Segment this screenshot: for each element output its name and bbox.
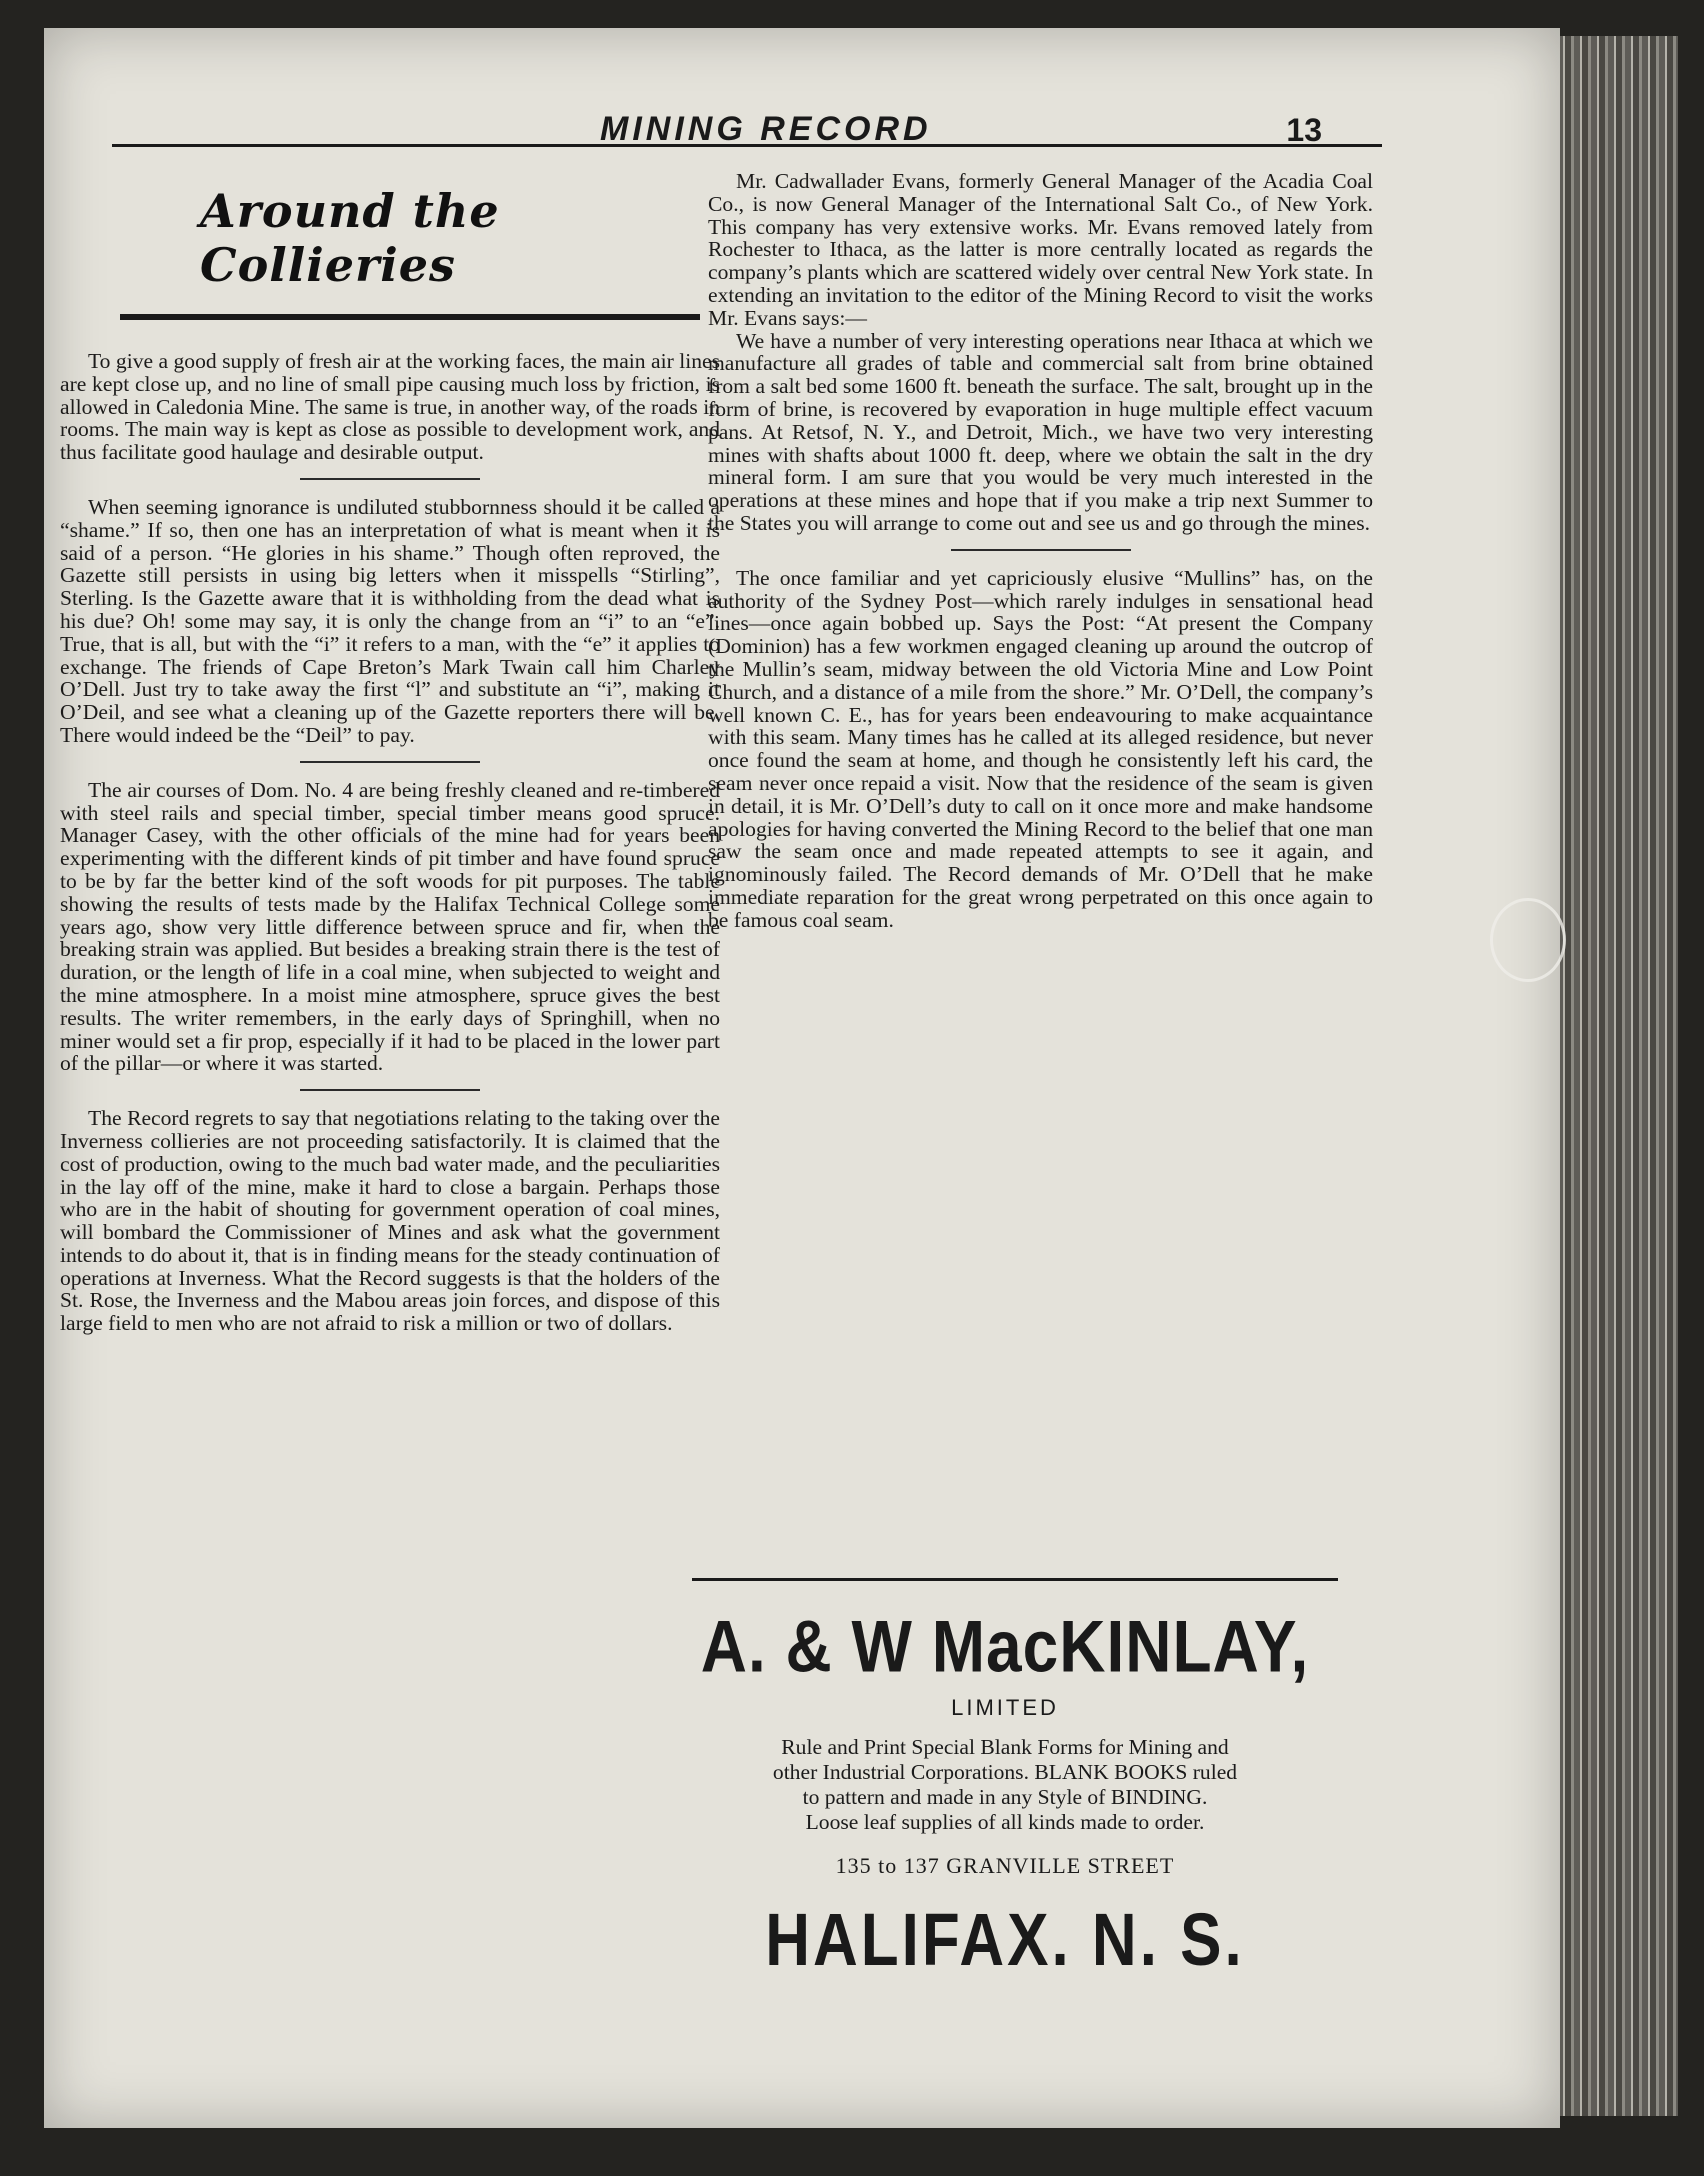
separator-rule xyxy=(300,478,480,480)
ad-line: to pattern and made in any Style of BINDING. xyxy=(802,1785,1208,1809)
paragraph-salt-letter: We have a number of very interesting operations near Ithaca at which we manufacture all grades of table and commercial salt from brine obtained from a salt bed some 1600 ft. beneath the surface. The salt, brought up in the form of brine, is recovered by evaporation in huge multiple effect vacuum pans. At Retsof, N. Y., and Detroit, Mich., we have two very interesting mines with shafts about 1000 ft. deep, where we obtain the salt in the dry mineral form. I am sure that you would be very much interested in the operations at these mines and hope that if you make a trip next Summer to the States you will arrange to come out and see us and go through the mines. xyxy=(708,328,1373,535)
ad-street: 135 to 137 GRANVILLE STREET xyxy=(835,1853,1175,1878)
header-rule xyxy=(112,144,1382,147)
paragraph-air-lines: To give a good supply of fresh air at the working faces, the main air lines are kept close up, and no line of small pipe causing much loss by friction, is allowed in Caledonia Mine. The same is true, in another way, of the roads in rooms. The main way is kept as close as possible to development work, and thus facilitate good haulage and desirable output. xyxy=(60,349,720,465)
ad-city: HALIFAX. N. S. xyxy=(765,1899,1245,1982)
ad-rule xyxy=(692,1578,1338,1581)
separator-rule xyxy=(951,549,1131,551)
book-page-edges xyxy=(1548,36,1678,2116)
paragraph-gazette: When seeming ignorance is undiluted stubbornness should it be called a “shame.” If so, then one has an interpretation of what is meant when it is said of a person. “He glories in his shame.” Though often reproved, the Gazette still persists in using big letters when it misspells “Stirling”, Sterling. Is the Gazette aware that it is withholding from the dead what is his due? Oh! some may say, it is only the change from an “i” to an “e”. True, that is all, but with the “i” it refers to a man, with the “e” it applies to exchange. The friends of Cape Breton’s Mark Twain call him Charley O’Dell. Just try to take away the first “l” and substitute an “i”, making it O’Deil, and see what a cleaning up of the Gazette reporters there will be. There would indeed be the “Deil” to pay. xyxy=(60,494,720,747)
ad-firm-name: A. & W MacKINLAY, xyxy=(700,1604,1310,1688)
paragraph-spruce: The air courses of Dom. No. 4 are being freshly cleaned and re-timbered with steel rails and special timber, special timber means good spruce. Manager Casey, with the other officials of the mine had for years been experimenting with the different kinds of pit timber and have found spruce to be by far the better kind of the soft woods for pit purposes. The table showing the results of tests made by the Halifax Technical College some years ago, show very little difference between spruce and fir, when the breaking strain was applied. But besides a breaking strain there is the test of duration, or the length of life in a coal mine, when subjected to weight and the mine atmosphere. In a moist mine atmosphere, spruce gives the best results. The writer remembers, in the early days of Springhill, when no miner would set a fir prop, especially if it had to be placed in the lower part of the pillar—or where it was started. xyxy=(60,777,720,1076)
paragraph-inverness: The Record regrets to say that negotiations relating to the taking over the Inverness collieries are not proceeding satisfactorily. It is claimed that the cost of production, owing to the much bad water made, and the peculiarities in the lay off of the mine, make it hard to close a bargain. Perhaps those who are in the habit of shouting for government operation of coal mines, will bombard the Commissioner of Mines and ask what the government intends to do about it, that is in finding means for the steady continuation of operations at Inverness. What the Record suggests is that the holders of the St. Rose, the Inverness and the Mabou areas join forces, and dispose of this large field to men who are not afraid to risk a million or two of dollars. xyxy=(60,1106,720,1336)
ad-description xyxy=(672,1735,1338,1835)
ad-line: Loose leaf supplies of all kinds made to order. xyxy=(805,1810,1205,1834)
section-title: Around the Collieries xyxy=(200,184,500,292)
ad-line: other Industrial Corporations. BLANK BOOKS ruled xyxy=(772,1760,1238,1784)
title-rule xyxy=(120,314,700,320)
running-title: MINING RECORD xyxy=(600,110,932,148)
separator-rule xyxy=(300,1089,480,1091)
page-number: 13 xyxy=(1286,112,1322,148)
left-column xyxy=(60,178,720,1335)
right-column xyxy=(708,170,1373,932)
separator-rule xyxy=(300,761,480,763)
advertisement xyxy=(672,1578,1338,1982)
running-header xyxy=(112,110,1382,150)
pencil-circle-mark xyxy=(1490,898,1566,982)
ad-line: Rule and Print Special Blank Forms for Mining and xyxy=(781,1735,1229,1759)
paragraph-evans: Mr. Cadwallader Evans, formerly General Manager of the Acadia Coal Co., is now General Manager of the International Salt Co., of New York. This company has very extensive works. Mr. Evans removed lately from Rochester to Ithaca, as the latter is more centrally located as regards the company’s plants which are scattered widely over central New York state. In extending an invitation to the editor of the Mining Record to visit the works Mr. Evans says:— xyxy=(708,169,1373,330)
ad-limited: LIMITED xyxy=(951,1695,1059,1720)
paragraph-mullins: The once familiar and yet capriciously elusive “Mullins” has, on the authority of the Sydney Post—which rarely indulges in sensational head lines—once again bobbed up. Says the Post: “At present the Company (Dominion) has a few workmen engaged cleaning up around the outcrop of the Mullin’s seam, midway between the old Victoria Mine and Low Point Church, and a distance of a mile from the shore.” Mr. O’Dell, the company’s well known C. E., has for years been endeavouring to make acquaintance with this seam. Many times has he called at its alleged residence, but never once found the seam at home, and though he consistently left his card, the seam never once repaid a visit. Now that the residence of the seam is given in detail, it is Mr. O’Dell’s duty to call on it once more and make handsome apologies for having converted the Mining Record to the belief that one man saw the seam once and made repeated attempts to see it again, and ignominously failed. The Record demands of Mr. O’Dell that he make immediate reparation for the great wrong perpetrated on this once again to be famous coal seam. xyxy=(708,565,1373,932)
